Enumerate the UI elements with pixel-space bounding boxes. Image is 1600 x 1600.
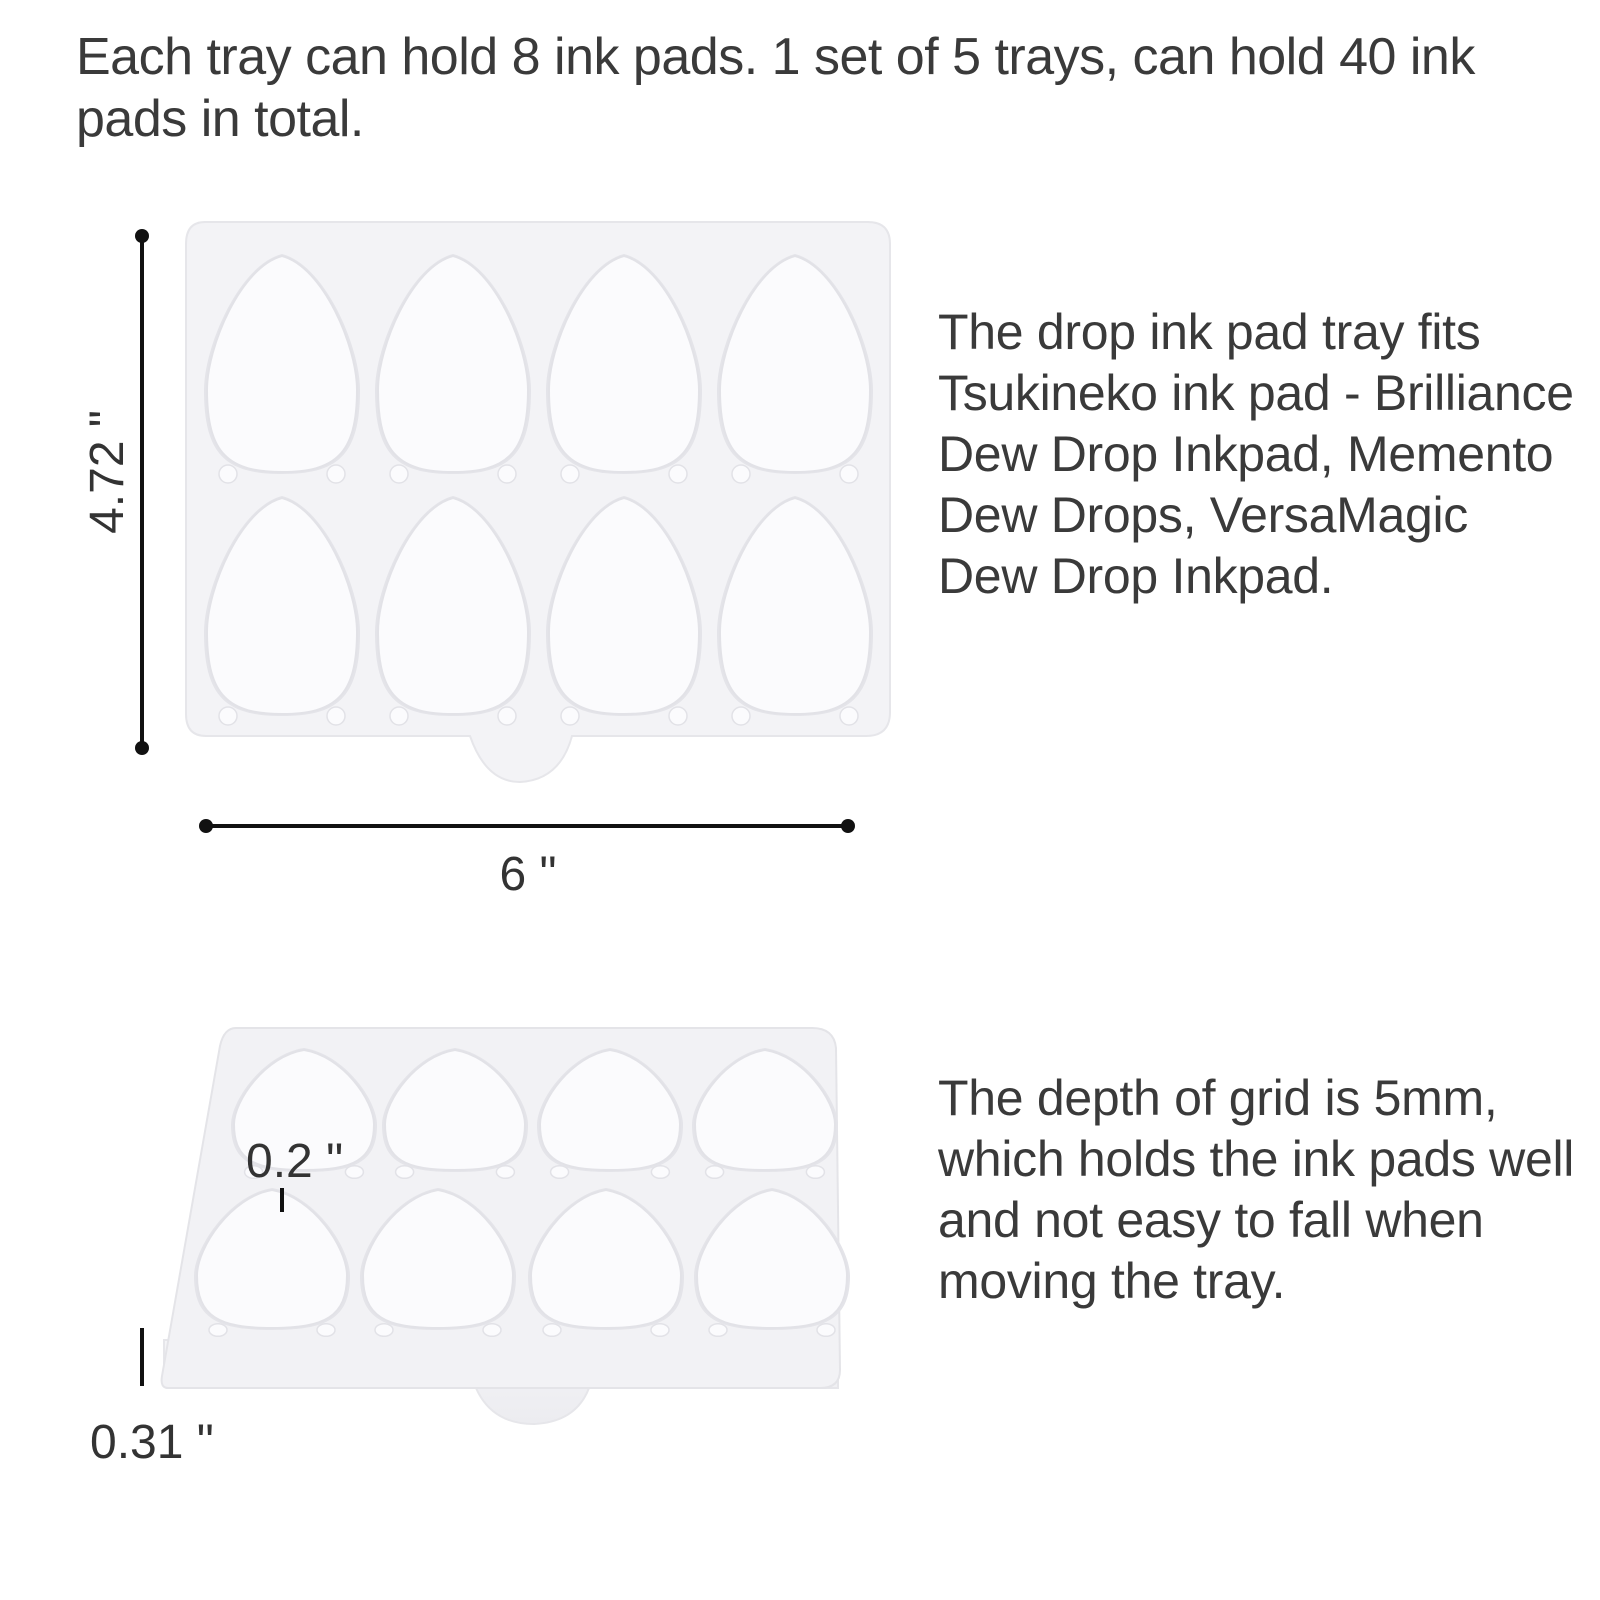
headline-text: Each tray can hold 8 ink pads. 1 set of 5 trays, can hold 40 ink pads in total.: [76, 28, 1475, 148]
thickness-label: 0.31 ": [90, 1416, 214, 1469]
depth-description: The depth of grid is 5mm, which holds the ink pads well and not easy to fall when moving the tray.: [938, 1070, 1575, 1309]
width-dimension-line: [199, 819, 855, 833]
height-label: 4.72 ": [81, 410, 134, 534]
height-dimension-line: [135, 229, 149, 755]
fit-description: The drop ink pad tray fits Tsukineko ink pad - Brilliance Dew Drop Inkpad, Memento Dew Drops, VersaMagic Dew Drop Inkpad.: [938, 304, 1574, 604]
perspective-tray: [162, 1028, 850, 1424]
top-tray: [186, 222, 890, 782]
width-label: 6 ": [499, 848, 557, 901]
depth-label: 0.2 ": [246, 1135, 344, 1188]
